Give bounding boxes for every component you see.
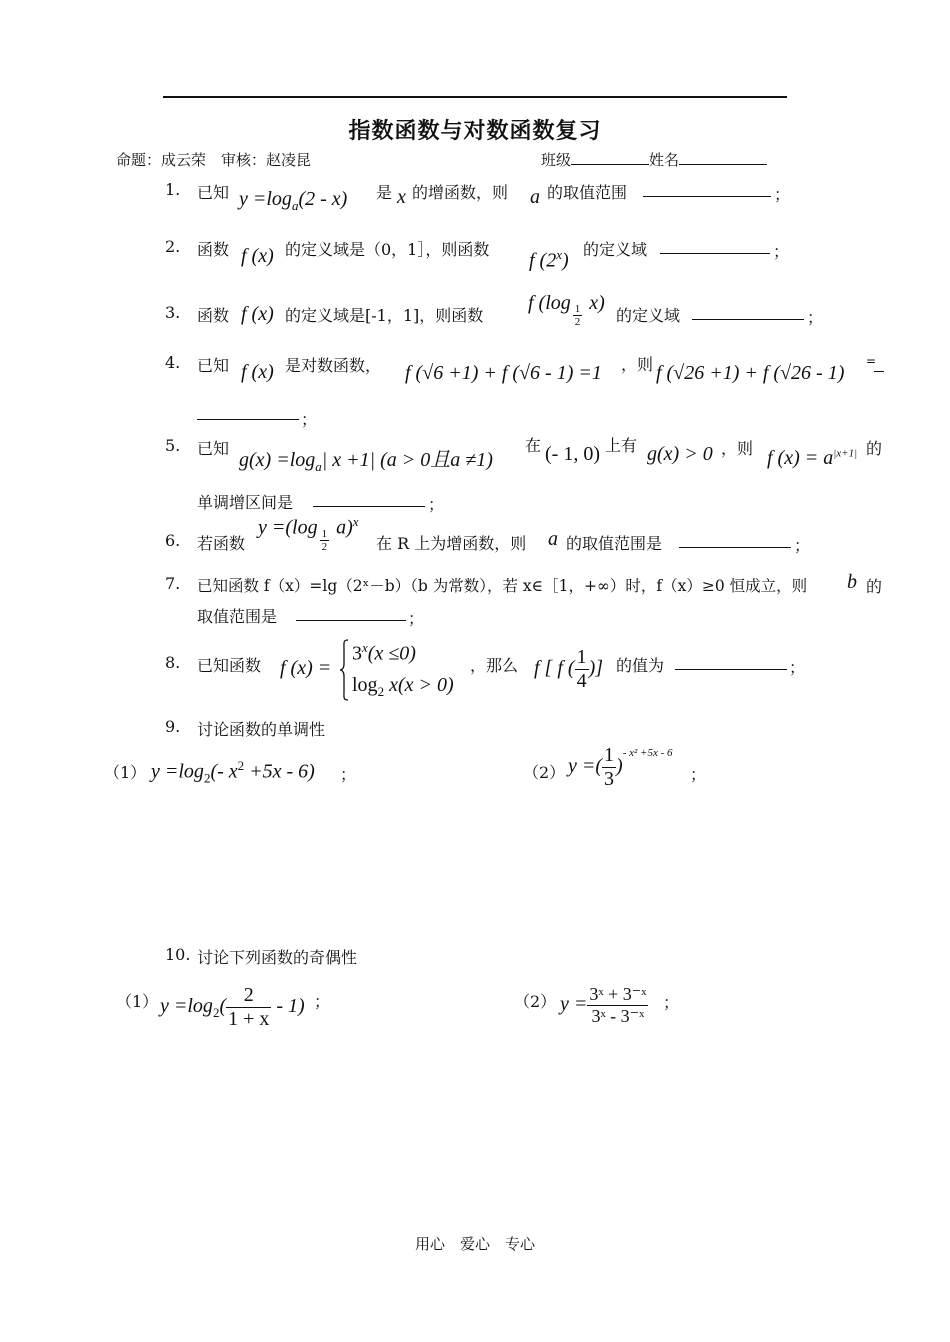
punct: ； [789, 658, 806, 677]
punct: ； [301, 410, 318, 429]
question-text: 的 [866, 577, 883, 596]
part-label: （2） [523, 763, 566, 782]
punct: ； [690, 765, 707, 784]
math-expr: y =( $\frac{1}{3}$ )$^{- x^2 +5x - 6}$ [568, 744, 673, 790]
math-expr: (- 1, 0) [545, 443, 600, 465]
question-text: 上有 [605, 436, 638, 455]
punct: ； [807, 308, 824, 327]
question-number: 9. [165, 717, 181, 736]
question-number: 2. [165, 237, 181, 256]
class-field [541, 149, 767, 170]
math-var: x [397, 186, 406, 208]
question-text: 已知函数 [197, 656, 262, 675]
question-text: 若函数 [197, 534, 246, 553]
question-text: 函数 [197, 240, 230, 259]
punct: = [866, 354, 877, 368]
punct: ； [794, 536, 811, 555]
author-line: 命题：成云荣 审核：赵凌昆 [116, 151, 312, 169]
question-text: ，则 [621, 355, 654, 374]
answer-blank [692, 305, 804, 320]
question-text: ，则 [721, 439, 754, 458]
math-expr: $y =\log_a(2 - x)$ [239, 188, 348, 213]
math-expr: f (2$^x$) [529, 247, 569, 272]
punct: ； [314, 992, 331, 1011]
math-var: a [548, 528, 558, 550]
name-label: 姓名 [649, 151, 680, 169]
punct: ； [773, 242, 790, 261]
class-blank [571, 150, 649, 165]
question-number: 5. [165, 436, 181, 455]
question-text: 讨论函数的单调性 [197, 720, 326, 739]
math-var: b [847, 571, 857, 593]
answer-blank [874, 357, 884, 372]
math-expr: y =(log $\frac{1}{2}$ a)$^x$ [258, 514, 359, 553]
class-label: 班级 [541, 151, 572, 169]
question-text: 的增函数，则 [412, 183, 509, 202]
question-number: 3. [165, 303, 181, 322]
question-text: 函数 [197, 306, 230, 325]
question-number: 1. [165, 180, 181, 199]
math-expr: f (log $\frac{1}{2}$ x) [528, 292, 605, 328]
math-expr: f [ f ( $\frac{1}{4}$ )] [534, 646, 604, 692]
question-text: 的 [866, 439, 883, 458]
question-text: 讨论下列函数的奇偶性 [197, 948, 358, 967]
question-text: 已知函数 f（x）=lg（2ˣ－b）（b 为常数），若 x∈［1，+∞）时，f（x）≥0 恒成立，则 [197, 577, 808, 595]
question-text: 是对数函数， [285, 356, 382, 375]
question-number: 6. [165, 531, 181, 550]
question-text: ，那么 [470, 656, 519, 675]
answer-blank [313, 492, 425, 507]
punct: ； [428, 495, 445, 514]
math-expr: $y =\log_2$( $\frac{2}{1 + x}$ - 1) [160, 984, 305, 1030]
document-title: 指数函数与对数函数复习 [348, 118, 602, 144]
question-text: 的取值范围 [547, 183, 628, 202]
question-text: 的取值范围是 [566, 534, 663, 553]
punct: ； [774, 185, 791, 204]
question-text: 已知 [197, 356, 230, 375]
piecewise-brace [339, 639, 349, 701]
page-footer: 用心 爱心 专心 [414, 1235, 535, 1253]
question-text: 是 [376, 183, 393, 202]
question-text: 的定义域 [583, 240, 648, 259]
question-number: 4. [165, 353, 181, 372]
math-expr: f (x) = [280, 657, 332, 679]
question-text: 的值为 [616, 656, 665, 675]
math-var: a [530, 186, 540, 208]
math-expr: f (√6 +1) + f (√6 - 1) =1 [405, 362, 602, 384]
question-text: 已知 [197, 439, 230, 458]
question-text: 取值范围是 [197, 607, 278, 626]
answer-blank [296, 606, 406, 621]
math-expr: $y =\log_2(-$ $x^2 +5x - 6$) [151, 758, 315, 786]
punct: ； [408, 609, 425, 628]
question-number: 8. [165, 653, 181, 672]
answer-blank [679, 533, 791, 548]
math-expr: f (x) [241, 245, 274, 267]
part-label: （1） [116, 992, 159, 1011]
answer-blank [660, 239, 770, 254]
math-expr: f $(x) = a^{|x+1|}$ [767, 447, 858, 469]
question-number: 7. [165, 574, 181, 593]
answer-blank [197, 405, 299, 420]
punct: ； [663, 993, 680, 1012]
question-text: 在 R 上为增函数，则 [376, 534, 527, 553]
question-text: 在 [525, 436, 542, 455]
part-label: （2） [514, 992, 557, 1011]
question-text: 已知 [197, 183, 230, 202]
math-expr: f (√26 +1) + f (√26 - 1) [656, 362, 845, 384]
question-text: 的定义域是[-1，1]，则函数 [285, 306, 484, 325]
answer-blank [643, 182, 771, 197]
header-rule [163, 96, 787, 98]
math-expr: f (x) [241, 303, 274, 325]
piecewise-case-2: $\log_2 x(x > 0)$ [352, 674, 454, 699]
name-blank [679, 150, 767, 165]
piecewise-case-1: $3^x(x \le 0)$ [352, 640, 416, 665]
math-expr: $g(x) =\log_a|$ x +1| (a > 0且a ≠1) [239, 449, 493, 474]
question-text: 的定义域是（0，1］，则函数 [285, 240, 490, 259]
punct: ； [340, 765, 357, 784]
math-expr: g(x) > 0 [647, 443, 713, 465]
part-label: （1） [104, 763, 147, 782]
math-expr: y = $\frac{\text{3ˣ + 3⁻ˣ}}{\text{3ˣ - 3⁻ˣ}}$ [560, 984, 647, 1026]
answer-blank [675, 655, 787, 670]
math-expr: f (x) [241, 361, 274, 383]
question-number: 10. [165, 945, 191, 964]
question-text: 单调增区间是 [197, 493, 294, 512]
question-text: 的定义域 [616, 306, 681, 325]
